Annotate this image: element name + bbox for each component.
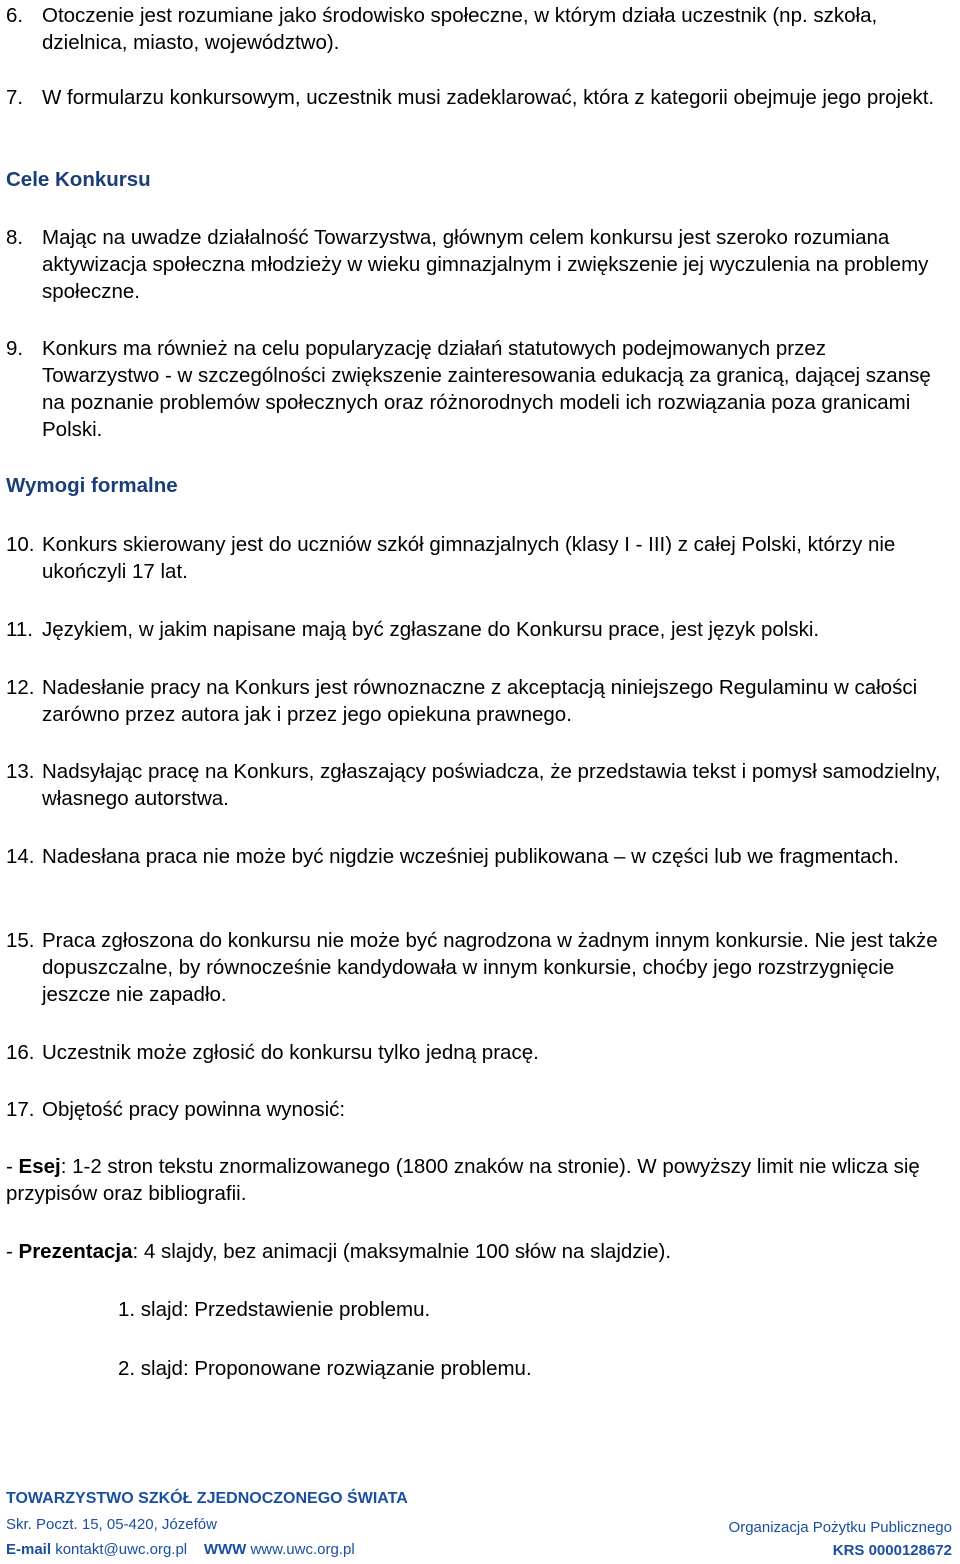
item-text: Otoczenie jest rozumiane jako środowisko społeczne, w którym działa uczestnik (np. szkoła, dzielnica, miasto, województwo).: [42, 4, 878, 54]
list-item: [6, 1096, 946, 1123]
item-text: Uczestnik może zgłosić do konkursu tylko jedną pracę.: [42, 1041, 539, 1064]
item-text: Mając na uwadze działalność Towarzystwa, głównym celem konkursu jest szeroko rozumiana aktywizacja społeczna młodzieży w wieku gimnazjalnym i zwiększenie jej wyczulenia na problemy społeczne.: [42, 226, 929, 303]
list-item: [6, 843, 946, 870]
esej-paragraph: [6, 1153, 951, 1207]
list-item: [6, 335, 946, 443]
page-footer: [0, 1484, 960, 1564]
slide-item: 2. slajd: Proponowane rozwiązanie problemu.: [118, 1357, 532, 1380]
item-text: W formularzu konkursowym, uczestnik musi zadeklarować, która z kategorii obejmuje jego projekt.: [42, 86, 935, 109]
list-item: [6, 758, 946, 812]
list-item: [6, 1039, 946, 1066]
www-label: WWW: [203, 1541, 247, 1558]
item-text: Objętość pracy powinna wynosić:: [42, 1098, 346, 1121]
prezentacja-dash: -: [6, 1240, 19, 1263]
footer-org-name: TOWARZYSTWO SZKÓŁ ZJEDNOCZONEGO ŚWIATA: [6, 1490, 408, 1507]
prezentacja-paragraph: [6, 1238, 951, 1265]
section-heading-wymogi: Wymogi formalne: [6, 474, 178, 497]
prezentacja-text: : 4 slajdy, bez animacji (maksymalnie 100 słów na slajdzie).: [132, 1240, 672, 1263]
list-item: [6, 84, 946, 111]
item-number: 11.: [6, 618, 33, 641]
list-item: [6, 531, 946, 585]
email-label: E-mail: [6, 1541, 52, 1558]
item-text: Praca zgłoszona do konkursu nie może być nagrodzona w żadnym innym konkursie. Nie jest także dopuszczalne, by równocześnie kandydowała w innym konkursie, choćby jego rozstrzygnięcie jeszcze nie zapadło.: [42, 929, 938, 1006]
item-text: Nadsyłając pracę na Konkurs, zgłaszający poświadcza, że przedstawia tekst i pomysł samodzielny, własnego autorstwa.: [42, 760, 941, 810]
item-number: 16.: [6, 1041, 35, 1064]
item-text: Językiem, w jakim napisane mają być zgłaszane do Konkursu prace, jest język polski.: [42, 618, 820, 641]
item-text: Konkurs ma również na celu popularyzację działań statutowych podejmowanych przez Towarzystwo - w szczególności zwiększenie zainteresowania edukacją za granicą, dającej szansę na poznanie problemów społecznych oraz różnorodnych modeli ich rozwiązania poza granicami Polski.: [42, 337, 931, 441]
esej-label: Esej: [18, 1155, 61, 1178]
item-number: 9.: [6, 337, 24, 360]
section-heading-cele: Cele Konkursu: [6, 168, 151, 191]
item-number: 12.: [6, 676, 35, 699]
footer-opp: Organizacja Pożytku Publicznego: [728, 1519, 952, 1536]
footer-contact: [6, 1541, 355, 1558]
item-number: 14.: [6, 845, 35, 868]
list-item: [6, 2, 946, 56]
item-text: Nadesłanie pracy na Konkurs jest równoznaczne z akceptacją niniejszego Regulaminu w całości zarówno przez autora jak i przez jego opiekuna prawnego.: [42, 676, 918, 726]
www-link[interactable]: www.uwc.org.pl: [250, 1541, 355, 1558]
item-number: 10.: [6, 533, 35, 556]
esej-dash: -: [6, 1155, 19, 1178]
item-number: 15.: [6, 929, 35, 952]
item-number: 7.: [6, 86, 24, 109]
footer-krs: KRS 0000128672: [832, 1542, 952, 1559]
item-number: 13.: [6, 760, 35, 783]
prezentacja-label: Prezentacja: [18, 1240, 133, 1263]
esej-text: : 1-2 stron tekstu znormalizowanego (1800 znaków na stronie). W powyższy limit nie wlicza się przypisów oraz bibliografii.: [6, 1155, 920, 1205]
item-number: 8.: [6, 226, 24, 249]
list-item: [6, 224, 946, 305]
list-item: [6, 616, 946, 643]
item-number: 17.: [6, 1098, 35, 1121]
list-item: [6, 927, 946, 1008]
item-number: 6.: [6, 4, 24, 27]
item-text: Konkurs skierowany jest do uczniów szkół gimnazjalnych (klasy I - III) z całej Polski, którzy nie ukończyli 17 lat.: [42, 533, 896, 583]
list-item: [6, 674, 946, 728]
slide-item: 1. slajd: Przedstawienie problemu.: [118, 1298, 431, 1321]
footer-address: Skr. Poczt. 15, 05-420, Józefów: [6, 1516, 217, 1533]
email-link[interactable]: kontakt@uwc.org.pl: [55, 1541, 188, 1558]
item-text: Nadesłana praca nie może być nigdzie wcześniej publikowana – w części lub we fragmentach.: [42, 845, 899, 868]
